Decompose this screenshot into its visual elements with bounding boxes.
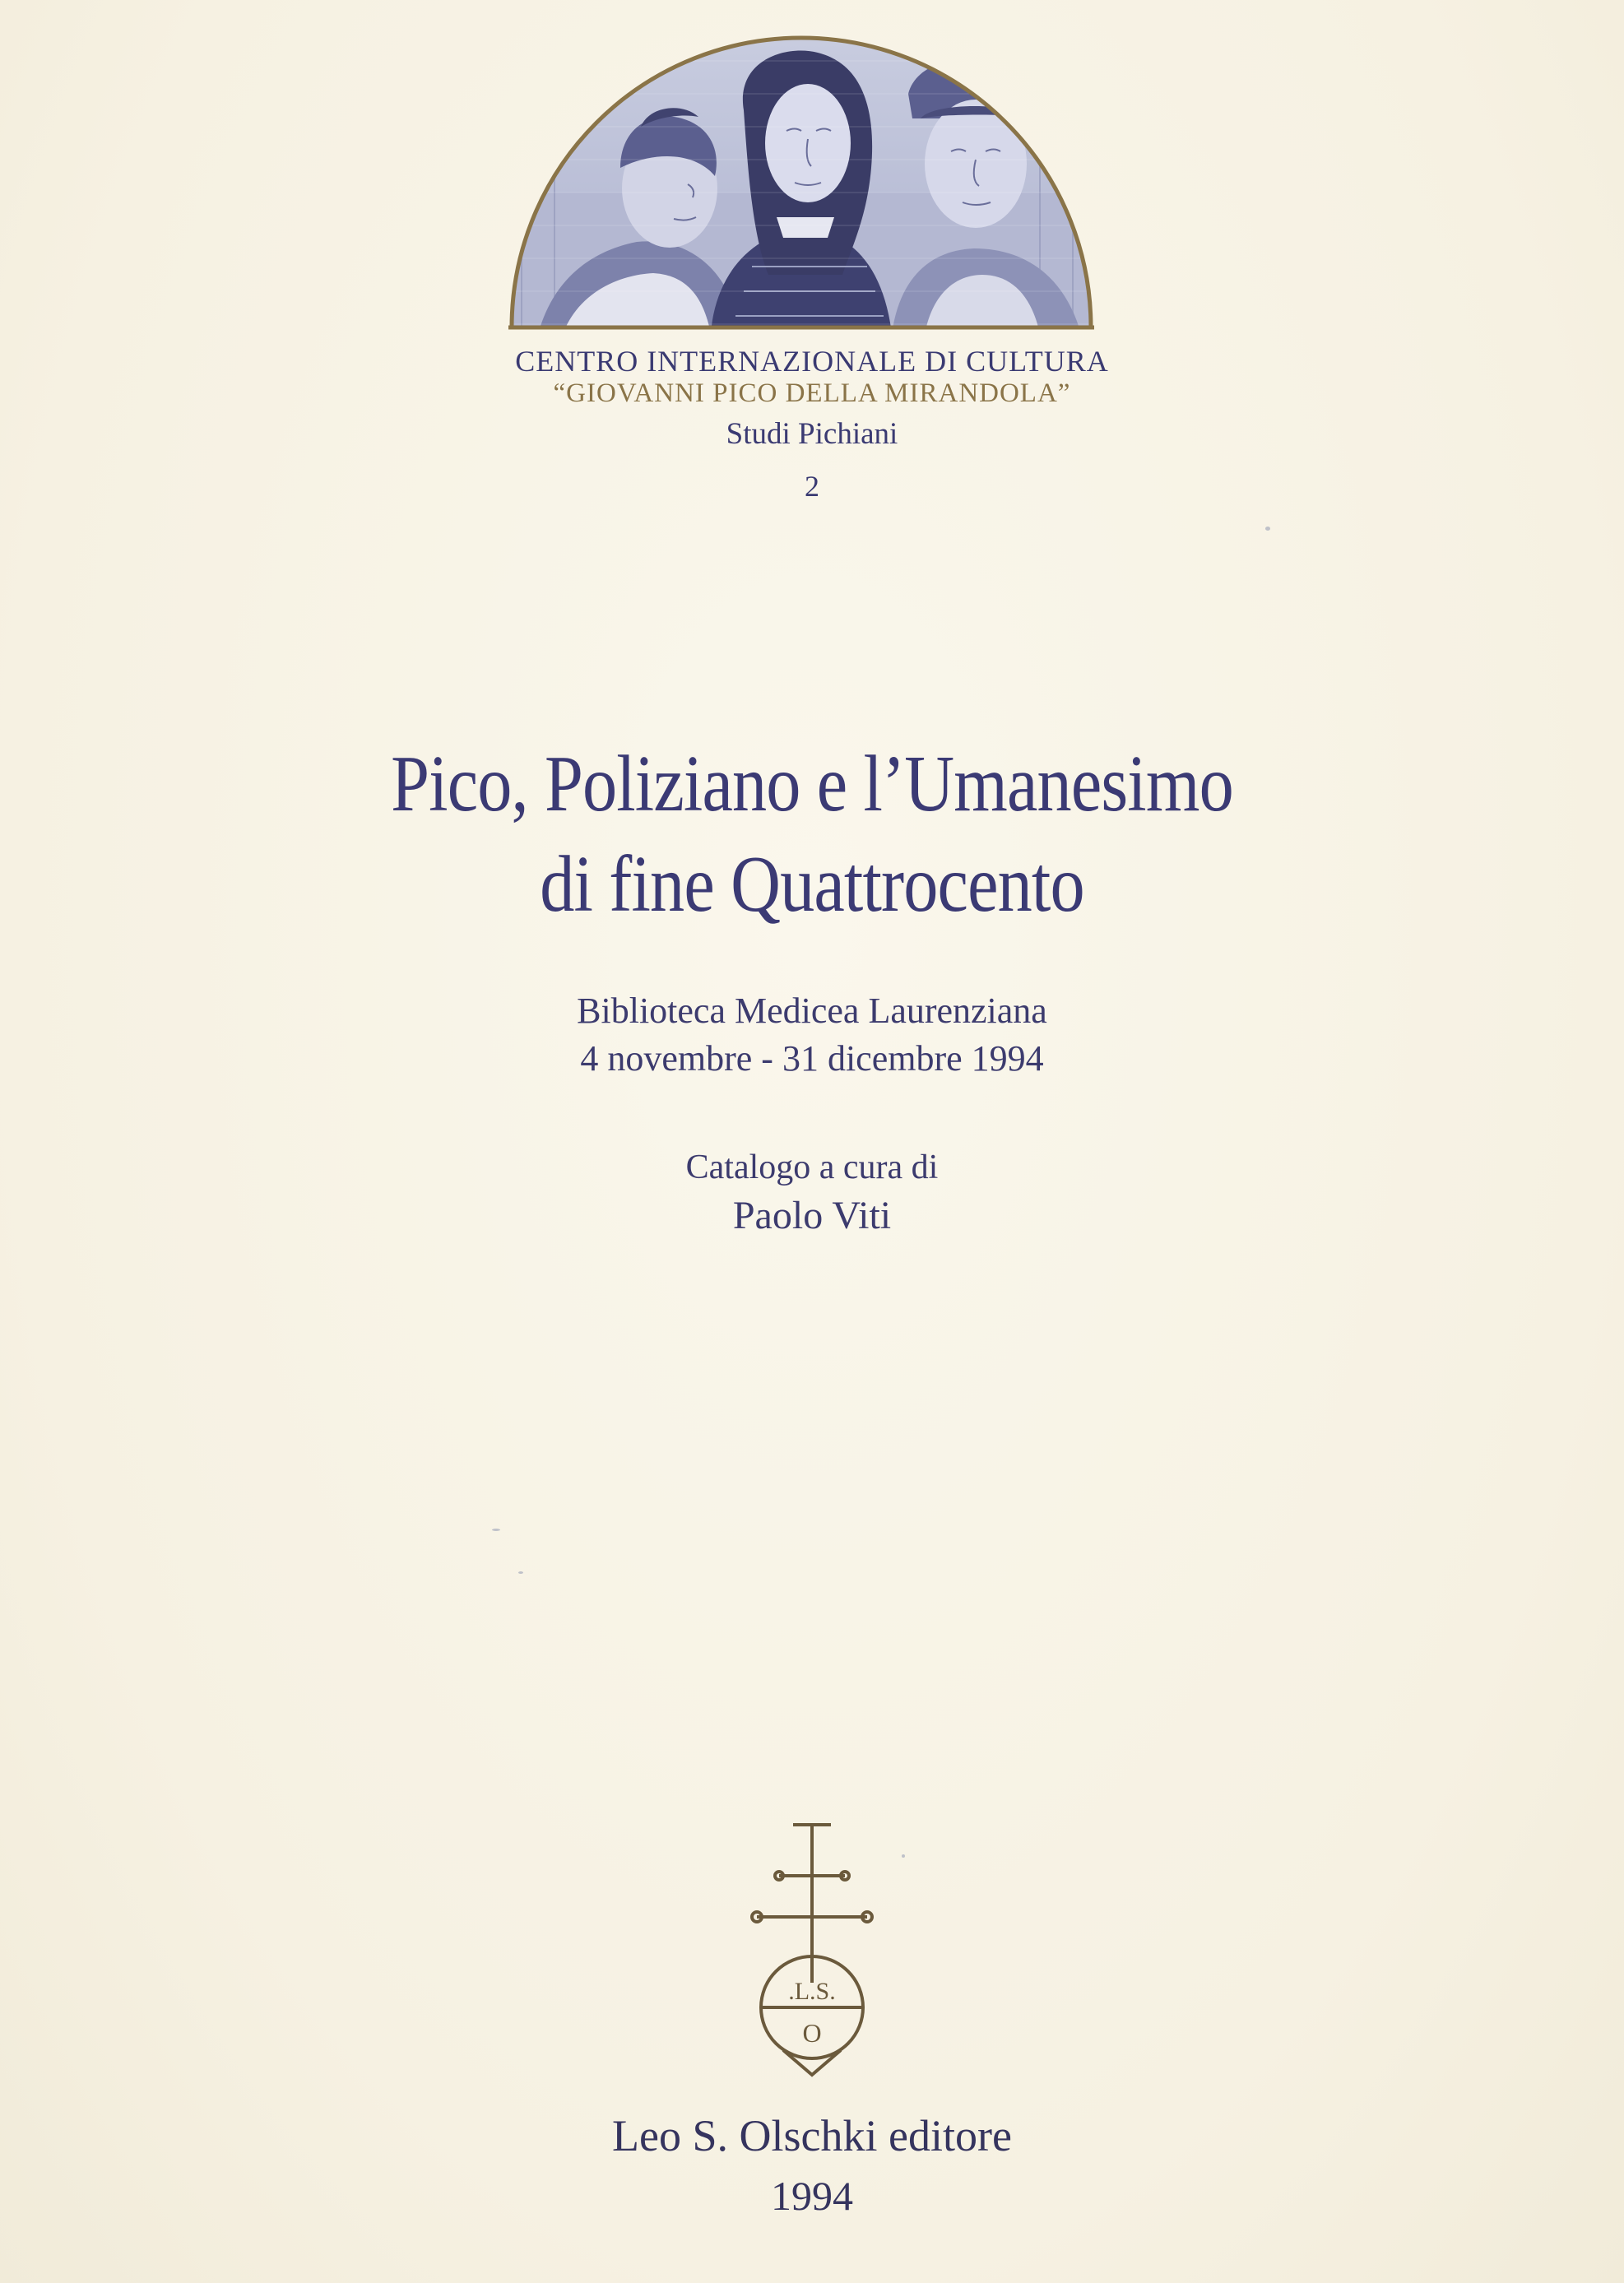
lunette-portrait-emblem <box>505 28 1097 334</box>
publisher-mark-icon <box>734 1818 890 2081</box>
exhibition-dates: 4 novembre - 31 dicembre 1994 <box>580 1038 1044 1079</box>
publication-year: 1994 <box>771 2173 853 2219</box>
series-number: 2 <box>805 470 819 503</box>
book-title <box>114 734 1510 935</box>
paper-speck <box>902 1854 905 1858</box>
catalogue-label: Catalogo a cura di <box>685 1148 939 1186</box>
title-line-2: di fine Quattrocento <box>540 840 1084 929</box>
paper-speck <box>492 1529 500 1531</box>
mark-bottom-letter: O <box>802 2018 822 2048</box>
catalogue-editor: Paolo Viti <box>732 1194 892 1237</box>
series-name: Studi Pichiani <box>726 417 898 451</box>
center-name: CENTRO INTERNAZIONALE DI CULTURA <box>515 345 1109 378</box>
publisher-mark-drawing <box>734 1818 890 2081</box>
publisher-name: Leo S. Olschki editore <box>612 2111 1012 2160</box>
title-line-1: Pico, Poliziano e l’Umanesimo <box>391 740 1233 828</box>
mark-letters: .L.S. <box>788 1978 836 2005</box>
lunette-illustration <box>505 28 1097 334</box>
exhibition-venue: Biblioteca Medicea Laurenziana <box>577 991 1047 1031</box>
exhibition-info <box>0 987 1624 1083</box>
center-subname: “GIOVANNI PICO DELLA MIRANDOLA” <box>553 378 1071 408</box>
paper-speck <box>1265 527 1270 531</box>
paper-speck <box>518 1571 523 1574</box>
